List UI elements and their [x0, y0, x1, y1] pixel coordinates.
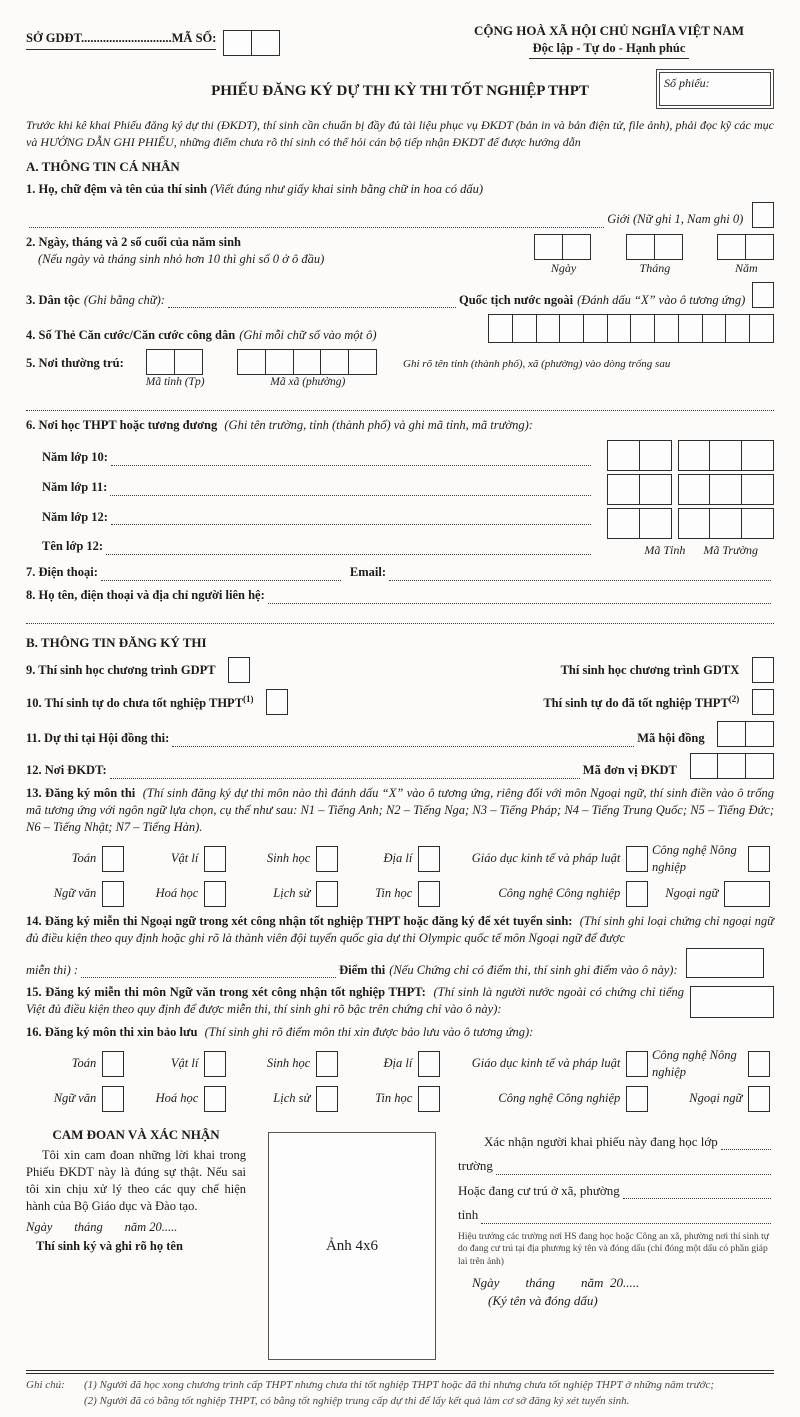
unit-code-box[interactable] [690, 753, 719, 779]
item-16-hint: (Thí sinh ghi rõ điểm môn thi xin được bảo lưu vào ô tương ứng): [204, 1025, 534, 1040]
cncn-checkbox[interactable] [626, 881, 648, 907]
item-14-language-exemption [26, 913, 774, 979]
item-15-label: 15. Đăng ký miễn thi môn Ngữ văn trong xét công nhận tốt nghiệp THPT: [26, 985, 426, 1000]
subjects-13-row-2 [26, 881, 774, 907]
reserve-hoahoc-input[interactable] [204, 1086, 226, 1112]
footnote-1: (1) Người đã học xong chương trình cấp THPT nhưng chưa thi tốt nghiệp THPT hoặc đã thi nhưng chưa tốt nghiệp THPT ở những năm trước; [84, 1378, 715, 1391]
free-not-graduated-box [268, 689, 289, 715]
reserve-diali-label: Địa lí [383, 1056, 413, 1071]
item-5-note: Ghi rõ tên tỉnh (thành phố), xã (phường) vào dòng trống sau [403, 358, 671, 371]
subjects-16-row-1 [26, 1047, 774, 1081]
subjects-16-row-2 [26, 1086, 774, 1112]
class-12-label: Tên lớp 12: [42, 539, 104, 554]
confirm-line-3: Hoặc đang cư trú ở xã, phường [458, 1182, 620, 1198]
so-phieu-label: Số phiếu: [659, 72, 771, 106]
gdpt-checkbox[interactable] [228, 657, 250, 683]
subject-sinhhoc-label: Sinh học [266, 851, 311, 866]
council-code-label: Mã hội đồng [637, 731, 705, 746]
literature-level-box[interactable] [690, 986, 774, 1018]
declaration-title: CAM ĐOAN VÀ XÁC NHẬN [52, 1126, 220, 1142]
reserve-vatli-box [205, 1051, 226, 1077]
free-graduated-box [753, 689, 774, 715]
ward-code-box[interactable] [320, 349, 349, 375]
dob-day-group [536, 234, 591, 276]
hoahoc-checkbox[interactable] [204, 881, 226, 907]
ma-truong-label: Mã Trường [703, 542, 758, 557]
confirmation-block [458, 1126, 774, 1360]
subject-cncn-label: Công nghệ Công nghiệp [498, 886, 621, 901]
email-input-line[interactable] [389, 567, 771, 581]
reserve-gdktpl-label: Giáo dục kinh tế và pháp luật [471, 1056, 621, 1071]
day-input-box[interactable] [534, 234, 563, 260]
council-code-boxes [719, 721, 774, 747]
footnotes-label: Ghi chú: [26, 1378, 65, 1391]
reserve-diali-input[interactable] [418, 1051, 440, 1077]
ward-code-box[interactable] [237, 349, 266, 375]
id-digit-box[interactable] [749, 314, 774, 343]
subject-diali-box [419, 846, 440, 872]
item-4-hint: (Ghi mỗi chữ số vào một ô) [239, 327, 377, 342]
reserve-cnnn-box [749, 1051, 770, 1077]
unit-code-boxes [691, 753, 774, 779]
ward-code-box[interactable] [348, 349, 377, 375]
school-input-line[interactable] [496, 1161, 771, 1175]
school-code-box[interactable] [709, 440, 742, 471]
exam-council-input-line[interactable] [172, 733, 634, 747]
reserve-gdktpl-input[interactable] [626, 1051, 648, 1077]
footnote-ref-1: (1) [243, 693, 254, 704]
school-code-box[interactable] [678, 440, 711, 471]
item-15-hint: (Thí sinh là người nước ngoài có chứng chỉ tiếng Việt đủ điều kiện theo quy định để được miễn thi, thí sinh ghi rõ bậc trên chứng chỉ vào ô này): [26, 985, 684, 1017]
unit-code-label: Mã đơn vị ĐKDT [582, 763, 677, 778]
grade-10-input-line[interactable] [111, 452, 591, 466]
item-1-name [26, 181, 774, 228]
school-province-box[interactable] [607, 508, 640, 539]
certificate-input-line[interactable] [81, 964, 336, 978]
item-3-ethnicity [26, 282, 774, 308]
province-code-label: Mã tỉnh (Tp) [145, 376, 205, 389]
school-code-row1-school [679, 440, 774, 471]
section-b-title: B. THÔNG TIN ĐĂNG KÝ THI [26, 634, 207, 650]
reserve-gdktpl-box [627, 1051, 648, 1077]
grade-12-input-line[interactable] [111, 511, 591, 525]
sinhhoc-checkbox[interactable] [316, 846, 338, 872]
year-label: Năm [734, 261, 758, 276]
subject-gdktpl-label: Giáo dục kinh tế và pháp luật [471, 851, 621, 866]
item-13-hint: (Thí sinh đăng ký dự thi môn nào thì đánh dấu “X” vào ô tương ứng, riêng đối với môn Ngoại ngữ, thí sinh điền vào ô trống mã tương ứng với ngôn ngữ lựa chọn, cụ thể như sau: N1 – Tiếng Anh; N2 – Tiếng Nga; N3 – Tiếng Pháp; N4 – Tiếng Trung Quốc; N5 – Tiếng Đức; N6 – Tiếng Nhật; N7 – Tiếng Hàn). [26, 786, 774, 835]
department-code-line [26, 30, 216, 50]
declaration-block [26, 1126, 246, 1360]
id-digit-box[interactable] [654, 314, 679, 343]
item-4-id-card [26, 314, 774, 343]
gender-label: Giới (Nữ ghi 1, Nam ghi 0) [607, 212, 744, 227]
ma-so-boxes [224, 30, 279, 56]
form-title: PHIẾU ĐĂNG KÝ DỰ THI KỲ THI TỐT NGHIỆP THPT [211, 83, 589, 100]
item-1-label: 1. Họ, chữ đệm và tên của thí sinh [26, 182, 208, 197]
subject-sinhhoc-box [317, 846, 338, 872]
reserve-lichsu-box [317, 1086, 338, 1112]
dob-year-group [719, 234, 774, 276]
school-province-box[interactable] [607, 474, 640, 505]
item-10-right-label: Thí sinh tự do đã tốt nghiệp THPT$^{(2)}$ [543, 693, 740, 710]
item-6-hint: (Ghi tên trường, tỉnh (thành phố) và ghi mã tỉnh, mã trường): [224, 417, 533, 432]
cnnn-checkbox[interactable] [748, 846, 770, 872]
confirmation-sign-label: (Ký tên và đóng dấu) [488, 1292, 598, 1308]
item-15-literature-exemption [26, 984, 774, 1018]
id-digit-box[interactable] [559, 314, 584, 343]
gdtx-checkbox[interactable] [752, 657, 774, 683]
confirm-line-1: Xác nhận người khai phiếu này đang học lớp [484, 1133, 718, 1149]
item-16-reserved-subjects [26, 1024, 774, 1041]
month-label: Tháng [639, 261, 671, 276]
reserve-toan-label: Toán [71, 1056, 97, 1071]
subject-tinhoc-box [419, 881, 440, 907]
subjects-13-row-1 [26, 842, 774, 876]
school-code-box[interactable] [709, 474, 742, 505]
declaration-date[interactable]: Ngày tháng năm 20..... [26, 1219, 178, 1234]
grade-11-input-line[interactable] [110, 482, 591, 496]
grade-10-label: Năm lớp 10: [42, 449, 108, 464]
grade-11-label: Năm lớp 11: [42, 479, 108, 494]
id-card-boxes [490, 314, 774, 343]
id-digit-box[interactable] [583, 314, 608, 343]
id-digit-box[interactable] [725, 314, 750, 343]
item-9-left-label: 9. Thí sinh học chương trình GDPT [26, 662, 216, 677]
subject-nguvan-label: Ngữ văn [53, 886, 97, 901]
id-digit-box[interactable] [702, 314, 727, 343]
school-code-box[interactable] [741, 508, 774, 539]
ward-input-line[interactable] [623, 1185, 771, 1199]
item-11-exam-council [26, 721, 774, 747]
class-input-line[interactable] [721, 1136, 771, 1150]
form-header [26, 22, 774, 59]
footnotes-section [26, 1370, 774, 1410]
item-4-label: 4. Số Thẻ Căn cước/Căn cước công dân [26, 327, 236, 342]
item-9-right-label: Thí sinh học chương trình GDTX [560, 662, 740, 677]
score-label: Điểm thi [339, 962, 386, 977]
confirm-line-2: trường [458, 1158, 493, 1174]
confirmation-note: Hiệu trưởng các trường nơi HS đang học hoặc Công an xã, phường nơi thí sinh tự do đang cư trú tại địa phương ký tên và đóng dấu (chỉ đóng một dấu có phần giáp lai trên ảnh) [458, 1231, 769, 1267]
province-code-box[interactable] [174, 349, 203, 375]
item-13-subjects [26, 785, 774, 836]
ma-so-label: MÃ SỐ: [171, 31, 217, 45]
bottom-section [26, 1126, 774, 1360]
class-12-input-line[interactable] [106, 541, 591, 555]
reserve-toan-box [103, 1051, 124, 1077]
reserve-ngoaingu-label: Ngoại ngữ [689, 1091, 743, 1106]
item-10-free-candidate [26, 689, 774, 715]
registration-place-input-line[interactable] [110, 765, 580, 779]
id-digit-box[interactable] [678, 314, 703, 343]
diali-checkbox[interactable] [418, 846, 440, 872]
subject-tinhoc-label: Tin học [375, 886, 413, 901]
subject-ngoaingu-label: Ngoại ngữ [665, 886, 719, 901]
month-boxes [627, 234, 682, 260]
reserve-hoahoc-label: Hoá học [155, 1091, 199, 1106]
declaration-sign-label: Thí sinh ký và ghi rõ họ tên [36, 1238, 183, 1253]
item-5-label: 5. Nơi thường trú: [26, 356, 124, 371]
ward-code-label: Mã xã (phường) [270, 376, 346, 389]
school-code-row3-province [608, 508, 671, 539]
id-digit-box[interactable] [536, 314, 561, 343]
reserve-cncn-box [627, 1086, 648, 1112]
ethnicity-input-line[interactable] [168, 294, 456, 308]
reserve-nguvan-box [103, 1086, 124, 1112]
national-motto: Độc lập - Tự do - Hạnh phúc [529, 40, 690, 60]
school-code-row2-province [608, 474, 671, 505]
item-7-label: 7. Điện thoại: [26, 564, 98, 579]
reserve-ngoaingu-input[interactable] [748, 1086, 770, 1112]
ma-tinh-label: Mã Tỉnh [644, 542, 686, 557]
school-province-box[interactable] [639, 440, 672, 471]
contact-input-line[interactable] [268, 590, 771, 604]
reserve-diali-box [419, 1051, 440, 1077]
contact-input-line-2[interactable] [26, 610, 774, 624]
council-code-box[interactable] [745, 721, 774, 747]
language-score-box[interactable] [686, 948, 764, 978]
school-province-box[interactable] [639, 508, 672, 539]
subject-ngoaingu-box [725, 881, 770, 907]
school-code-box[interactable] [678, 508, 711, 539]
day-label: Ngày [550, 261, 577, 276]
photo-label: Ảnh 4x6 [325, 1237, 379, 1254]
form-number-box[interactable] [656, 69, 774, 109]
ward-code-box[interactable] [265, 349, 294, 375]
reserve-vatli-label: Vật lí [170, 1056, 199, 1071]
reserve-lichsu-label: Lịch sử [273, 1091, 311, 1106]
item-8-label: 8. Họ tên, điện thoại và địa chỉ người liên hệ: [26, 587, 265, 602]
reserve-sinhhoc-label: Sinh học [266, 1056, 311, 1071]
reserve-nguvan-label: Ngữ văn [53, 1091, 97, 1106]
item-12-registration-place [26, 753, 774, 779]
item-12-label: 12. Nơi ĐKDT: [26, 763, 107, 778]
item-8-contact [26, 587, 774, 604]
reserve-nguvan-input[interactable] [102, 1086, 124, 1112]
vatli-checkbox[interactable] [204, 846, 226, 872]
subject-toan-box [103, 846, 124, 872]
email-label: Email: [349, 564, 386, 579]
reserve-tinhoc-input[interactable] [418, 1086, 440, 1112]
school-code-box[interactable] [709, 508, 742, 539]
declaration-body: Tôi xin cam đoan những lời khai trong Phiếu ĐKDT này là đúng sự thật. Nếu sai tôi xin chịu xử lý theo các quy chế hiện hành của Bộ Giáo dục và Đào tạo. [26, 1148, 246, 1213]
item-14-hint-2: miễn thi) : [26, 962, 79, 977]
ma-so-box[interactable] [223, 30, 252, 56]
province-input-line[interactable] [481, 1210, 771, 1224]
phone-input-line[interactable] [101, 567, 341, 581]
id-digit-box[interactable] [488, 314, 513, 343]
tinhoc-checkbox[interactable] [418, 881, 440, 907]
gdtx-box [753, 657, 774, 683]
item-2-hint: (Nếu ngày và tháng sinh nhỏ hơn 10 thì ghi số 0 ở ô đầu) [38, 252, 325, 267]
subject-toan-label: Toán [71, 851, 97, 866]
name-input-line[interactable] [29, 214, 604, 228]
school-code-box[interactable] [741, 474, 774, 505]
item-6-label: 6. Nơi học THPT hoặc tương đương [26, 417, 218, 432]
score-hint: (Nếu Chứng chỉ có điểm thi, thí sinh ghi điểm vào ô này): [389, 962, 678, 977]
province-code-boxes [147, 349, 202, 375]
ma-so-box[interactable] [251, 30, 280, 56]
year-boxes [719, 234, 774, 260]
reserve-tinhoc-label: Tin học [375, 1091, 413, 1106]
reserve-ngoaingu-box [749, 1086, 770, 1112]
day-input-box[interactable] [562, 234, 591, 260]
lichsu-checkbox[interactable] [316, 881, 338, 907]
foreign-nationality-box [753, 282, 774, 308]
school-code-row3-school [679, 508, 774, 539]
subject-cnnn-label: Công nghệ Nông nghiệp [652, 842, 737, 874]
province-code-box[interactable] [146, 349, 175, 375]
item-7-phone-email [26, 564, 774, 581]
reserve-cncn-label: Công nghệ Công nghiệp [498, 1091, 621, 1106]
school-code-row1-province [608, 440, 671, 471]
subject-lichsu-label: Lịch sử [273, 886, 311, 901]
reserve-cncn-input[interactable] [626, 1086, 648, 1112]
subject-nguvan-box [103, 881, 124, 907]
foreign-nationality-input-box[interactable] [752, 282, 774, 308]
item-2-dob [26, 234, 774, 276]
year-input-box[interactable] [745, 234, 774, 260]
item-5-residence [26, 349, 774, 391]
subject-hoahoc-label: Hoá học [155, 886, 199, 901]
item-6-school [26, 417, 774, 558]
school-code-row2-school [679, 474, 774, 505]
item-3-hint: (Ghi bằng chữ): [83, 292, 165, 307]
school-code-grid [594, 440, 774, 558]
reserve-sinhhoc-input[interactable] [316, 1051, 338, 1077]
subject-cnnn-box [749, 846, 770, 872]
nguvan-checkbox[interactable] [102, 881, 124, 907]
so-gddt-label[interactable]: SỞ GDĐT............................. [26, 31, 172, 45]
reserve-lichsu-input[interactable] [316, 1086, 338, 1112]
item-1-hint: (Viết đúng như giấy khai sinh bằng chữ in hoa có dấu) [210, 182, 484, 197]
id-digit-box[interactable] [607, 314, 632, 343]
month-input-box[interactable] [654, 234, 683, 260]
subject-diali-label: Địa lí [383, 851, 413, 866]
subject-cncn-box [627, 881, 648, 907]
gender-box [753, 202, 774, 228]
dob-month-group [627, 234, 682, 276]
foreign-nationality-label: Quốc tịch nước ngoài [458, 292, 574, 307]
item-11-label: 11. Dự thi tại Hội đồng thi: [26, 731, 170, 746]
residence-input-line[interactable] [26, 397, 774, 411]
free-not-graduated-checkbox[interactable] [266, 689, 288, 715]
reserve-cnnn-input[interactable] [748, 1051, 770, 1077]
ward-code-box[interactable] [293, 349, 322, 375]
item-13-label: 13. Đăng ký môn thi [26, 786, 136, 801]
unit-code-box[interactable] [745, 753, 774, 779]
gdktpl-checkbox[interactable] [626, 846, 648, 872]
item-3-label: 3. Dân tộc [26, 292, 80, 307]
item-14-hint: (Thí sinh ghi loại chứng chỉ ngoại ngữ đủ điều kiện theo quy định hoặc ghi rõ là thành viên đội tuyển quốc gia dự thi Olympic quốc tế môn Ngoại ngữ để được [26, 913, 774, 945]
reserve-vatli-input[interactable] [204, 1051, 226, 1077]
toan-checkbox[interactable] [102, 846, 124, 872]
subject-vatli-box [205, 846, 226, 872]
reserve-sinhhoc-box [317, 1051, 338, 1077]
id-digit-box[interactable] [630, 314, 655, 343]
item-9-program [26, 657, 774, 683]
ward-code-boxes [239, 349, 378, 375]
ngoaingu-code-box[interactable] [724, 881, 770, 907]
school-code-box[interactable] [678, 474, 711, 505]
national-title: CỘNG HOÀ XÃ HỘI CHỦ NGHĨA VIỆT NAM [473, 23, 745, 38]
intro-paragraph: Trước khi kê khai Phiếu đăng ký dự thi (ĐKDT), thí sinh cần chuẩn bị đầy đủ tài liệu phục vụ ĐKDT (bản in và bản điện tử, file ảnh), phải đọc kỹ các mục và HƯỚNG DẪN GHI PHIẾU, những điểm chưa rõ thí sinh có thể hỏi cán bộ tiếp nhận ĐKDT để được hướng dẫn [26, 118, 774, 149]
photo-box[interactable] [268, 1132, 436, 1360]
item-2-label: 2. Ngày, tháng và 2 số cuối của năm sinh [26, 235, 241, 250]
gender-input-box[interactable] [752, 202, 774, 228]
gdpt-box [230, 657, 251, 683]
subject-gdktpl-box [627, 846, 648, 872]
item-10-left-label: 10. Thí sinh tự do chưa tốt nghiệp THPT$^{(1)}$ [26, 693, 254, 710]
year-input-box[interactable] [717, 234, 746, 260]
school-province-box[interactable] [607, 440, 640, 471]
council-code-box[interactable] [717, 721, 746, 747]
unit-code-box[interactable] [717, 753, 746, 779]
foreign-nationality-hint: (Đánh dấu “X” vào ô tương ứng) [577, 292, 746, 307]
reserve-toan-input[interactable] [102, 1051, 124, 1077]
footnote-2: (2) Người đã có bằng tốt nghiệp THPT, có bằng tốt nghiệp trung cấp dự thi để lấy kết quả làm cơ sở đăng ký xét tuyển sinh. [84, 1394, 630, 1407]
subject-lichsu-box [317, 881, 338, 907]
grade-12-label: Năm lớp 12: [42, 509, 108, 524]
school-province-box[interactable] [639, 474, 672, 505]
item-14-label: 14. Đăng ký miễn thi Ngoại ngữ trong xét công nhận tốt nghiệp THPT hoặc đăng ký để xét tuyển sinh: [26, 913, 573, 928]
confirm-line-4: tỉnh [458, 1207, 479, 1223]
footnote-ref-2: (2) [728, 693, 740, 704]
reserve-cnnn-label: Công nghệ Nông nghiệp [652, 1048, 737, 1079]
reserve-hoahoc-box [205, 1086, 226, 1112]
school-code-box[interactable] [741, 440, 774, 471]
reserve-tinhoc-box [419, 1086, 440, 1112]
free-graduated-checkbox[interactable] [752, 689, 774, 715]
item-16-label: 16. Đăng ký môn thi xin bảo lưu [26, 1025, 198, 1040]
confirmation-date[interactable]: Ngày tháng năm 20..... [472, 1275, 640, 1290]
subject-vatli-label: Vật lí [170, 851, 199, 866]
subject-hoahoc-box [205, 881, 226, 907]
section-a-title: A. THÔNG TIN CÁ NHÂN [26, 158, 180, 174]
id-digit-box[interactable] [512, 314, 537, 343]
month-input-box[interactable] [626, 234, 655, 260]
day-boxes [536, 234, 591, 260]
